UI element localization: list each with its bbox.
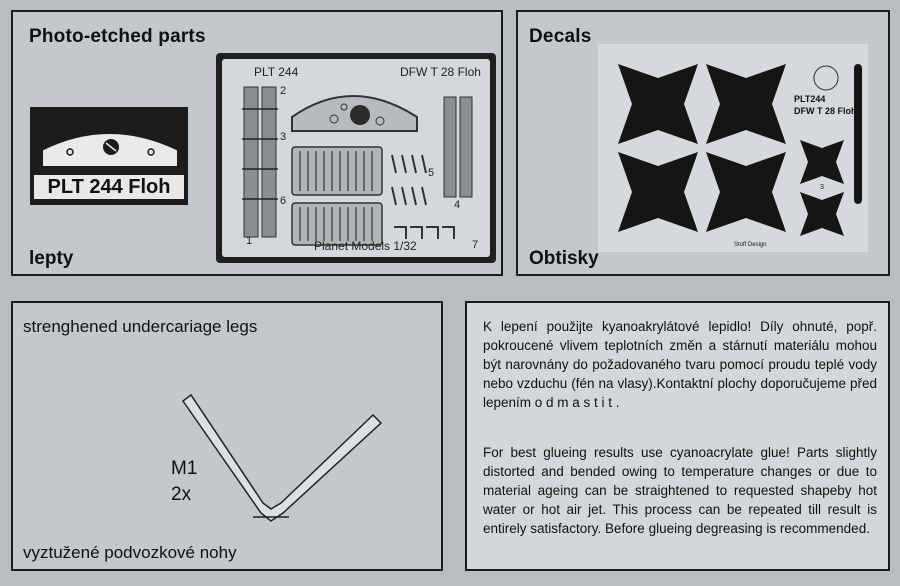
fret-part-number: 7 <box>472 239 479 251</box>
fret-code: PLT 244 <box>254 65 299 79</box>
part-id: M1 <box>171 458 198 479</box>
decals-panel <box>516 10 890 276</box>
photo-etched-panel <box>11 10 503 276</box>
iron-cross-decal <box>618 152 698 232</box>
decal-sheet-model: DFW T 28 Floh <box>794 106 857 116</box>
fret-part-number: 5 <box>428 167 435 179</box>
fret-part-number: 2 <box>280 85 287 97</box>
iron-cross-decal <box>800 192 844 236</box>
decal-sheet-code: PLT244 <box>794 94 826 104</box>
fret-maker: Planet Models 1/32 <box>314 239 417 253</box>
photo-etched-title: Photo-etched parts <box>29 26 206 47</box>
decals-title: Decals <box>529 26 592 47</box>
photo-etch-fret <box>216 53 496 263</box>
maker-logo <box>814 66 838 90</box>
undercarriage-subtitle: vyztužené podvozkové nohy <box>23 543 237 562</box>
iron-cross-decal <box>618 64 698 144</box>
fret-sheet <box>222 59 490 257</box>
instructions-panel <box>465 301 890 571</box>
instructions-english: For best glueing results use cyanoacrylate glue! Parts slightly distorted and bended owing to temperature changes or due to material ageing can be straightened to requested shapeby hot water or hot air jet. This process can be repeated till result is entirely satisfactory. Before glueing degreasing is recommended. <box>483 445 877 536</box>
iron-cross-decal <box>706 152 786 232</box>
decals-subtitle: Obtisky <box>529 248 599 269</box>
decal-strip <box>854 64 862 204</box>
fret-part-number: 4 <box>454 199 461 211</box>
fret-part-number: 3 <box>280 131 287 143</box>
undercarriage-leg-drawing <box>13 303 445 573</box>
part-code-label: PLT 244 Floh <box>34 175 184 199</box>
part-quantity: 2x <box>171 484 192 505</box>
instructions-czech: K lepení použijte kyanoakrylátové lepidlo! Díly ohnuté, popř. pokroucené vlivem teplotních změn a stárnutí materiálu mohou být narovnány do požadovaného tvaru pomocí proudu teplé vody nebo vzduchu (fén na vlasy).Kontaktní plochy doporučujeme před lepením o d m a s t i t . <box>483 319 877 410</box>
undercarriage-panel <box>11 301 443 571</box>
decal-crosses-drawing <box>598 44 868 252</box>
decal-sheet-number: 3 <box>820 184 824 191</box>
fret-model: DFW T 28 Floh <box>400 65 481 79</box>
iron-cross-decal <box>800 140 844 184</box>
part-reference <box>171 456 197 508</box>
fret-part-number: 6 <box>280 195 287 207</box>
fret-part-number: 1 <box>246 235 253 247</box>
iron-cross-decal <box>706 64 786 144</box>
decal-sheet-credit: Stoff Design <box>734 242 767 248</box>
undercarriage-title: strenghened undercariage legs <box>23 317 258 336</box>
photo-etched-subtitle: lepty <box>29 248 74 269</box>
decal-sheet <box>598 44 868 252</box>
instrument-panel-part <box>30 107 188 205</box>
fret-parts-drawing <box>222 59 490 257</box>
